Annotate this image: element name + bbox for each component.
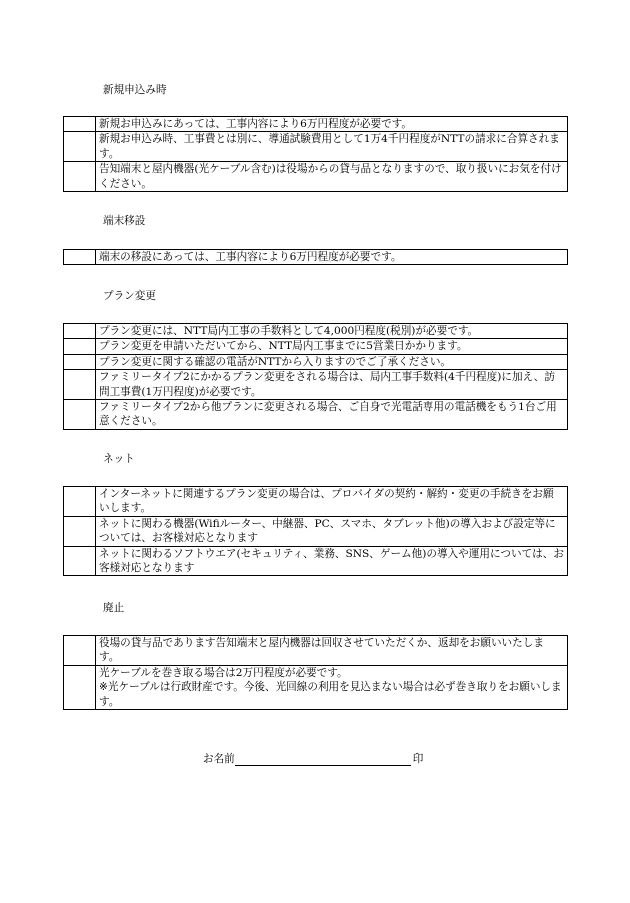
section-plan-change (63, 289, 568, 430)
section-title: 端末移設 (103, 215, 146, 227)
checkbox-cell[interactable] (64, 636, 96, 666)
item-text: 役場の貸与品であります告知端末と屋内機器は回収させていただくか、返却をお願いいたします。 (96, 636, 568, 666)
checkbox-cell[interactable] (64, 117, 96, 132)
section-title: 廃止 (103, 602, 125, 614)
checkbox-cell[interactable] (64, 339, 96, 354)
checklist-table (63, 323, 568, 430)
checkbox-cell[interactable] (64, 324, 96, 339)
item-text: 新規お申込みにあっては、工事内容により6万円程度が必要です。 (96, 117, 568, 132)
item-text: ファミリータイプ2から他プランに変更される場合、ご自身で光電話専用の電話機をもう1台ご用意ください。 (96, 400, 568, 430)
checkbox-cell[interactable] (64, 400, 96, 430)
item-text: ネットに関わるソフトウエア(セキュリティ、業務、SNS、ゲーム他)の導入や運用については、お客様対応となります (96, 546, 568, 576)
checklist-table (63, 486, 568, 576)
item-text: プラン変更には、NTT局内工事の手数料として4,000円程度(税別)が必要です。 (96, 324, 568, 339)
section-internet (63, 452, 568, 576)
checklist-row (64, 339, 568, 354)
checklist-row (64, 636, 568, 666)
name-label: お名前 (203, 753, 235, 765)
section-cancellation (63, 601, 568, 710)
section-title: 新規申込み時 (103, 84, 167, 96)
checklist-row (64, 162, 568, 192)
checklist-row (64, 354, 568, 369)
checklist-row (64, 516, 568, 546)
item-text: 光ケーブルを巻き取る場合は2万円程度が必要です。 ※光ケーブルは行政財産です。今後、光回線の利用を見込まない場合は必ず巻き取りをお願いします。 (96, 665, 568, 709)
section-terminal-relocation (63, 214, 568, 265)
item-text: 新規お申込み時、工事費とは別に、導通試験費用として1万4千円程度がNTTの請求に合算されます。 (96, 132, 568, 162)
checklist-row (64, 546, 568, 576)
seal-label: 印 (412, 753, 424, 765)
checkbox-cell[interactable] (64, 487, 96, 517)
checklist-row (64, 132, 568, 162)
checkbox-cell[interactable] (64, 516, 96, 546)
checklist-row (64, 487, 568, 517)
section-title: ネット (103, 453, 135, 465)
section-new-application (63, 83, 568, 192)
signature-area (203, 752, 423, 766)
checkbox-cell[interactable] (64, 665, 96, 709)
checklist-row (64, 400, 568, 430)
item-text: プラン変更に関する確認の電話がNTTから入りますのでご了承ください。 (96, 354, 568, 369)
item-text: インターネットに関連するプラン変更の場合は、プロバイダの契約・解約・変更の手続きをお願いします。 (96, 487, 568, 517)
checklist-row (64, 117, 568, 132)
item-text: 告知端末と屋内機器(光ケーブル含む)は役場からの貸与品となりますので、取り扱いにお気を付けください。 (96, 162, 568, 192)
checkbox-cell[interactable] (64, 354, 96, 369)
checkbox-cell[interactable] (64, 250, 96, 265)
checkbox-cell[interactable] (64, 132, 96, 162)
checklist-table (63, 249, 568, 265)
checkbox-cell[interactable] (64, 370, 96, 400)
checklist-row (64, 250, 568, 265)
checklist-row (64, 665, 568, 709)
checkbox-cell[interactable] (64, 546, 96, 576)
item-text: ネットに関わる機器(Wifiルーター、中継器、PC、スマホ、タブレット他)の導入および設定等については、お客様対応となります (96, 516, 568, 546)
checklist-row (64, 370, 568, 400)
checkbox-cell[interactable] (64, 162, 96, 192)
item-text: ファミリータイプ2にかかるプラン変更をされる場合は、局内工事手数料(4千円程度)に加え、訪問工事費(1万円程度)が必要です。 (96, 370, 568, 400)
item-text: 端末の移設にあっては、工事内容により6万円程度が必要です。 (96, 250, 568, 265)
name-signature-line[interactable] (235, 753, 411, 766)
checklist-table (63, 635, 568, 710)
checklist-row (64, 324, 568, 339)
item-text: プラン変更を申請いただいてから、NTT局内工事までに5営業日かかります。 (96, 339, 568, 354)
section-title: プラン変更 (103, 290, 156, 302)
checklist-table (63, 116, 568, 192)
